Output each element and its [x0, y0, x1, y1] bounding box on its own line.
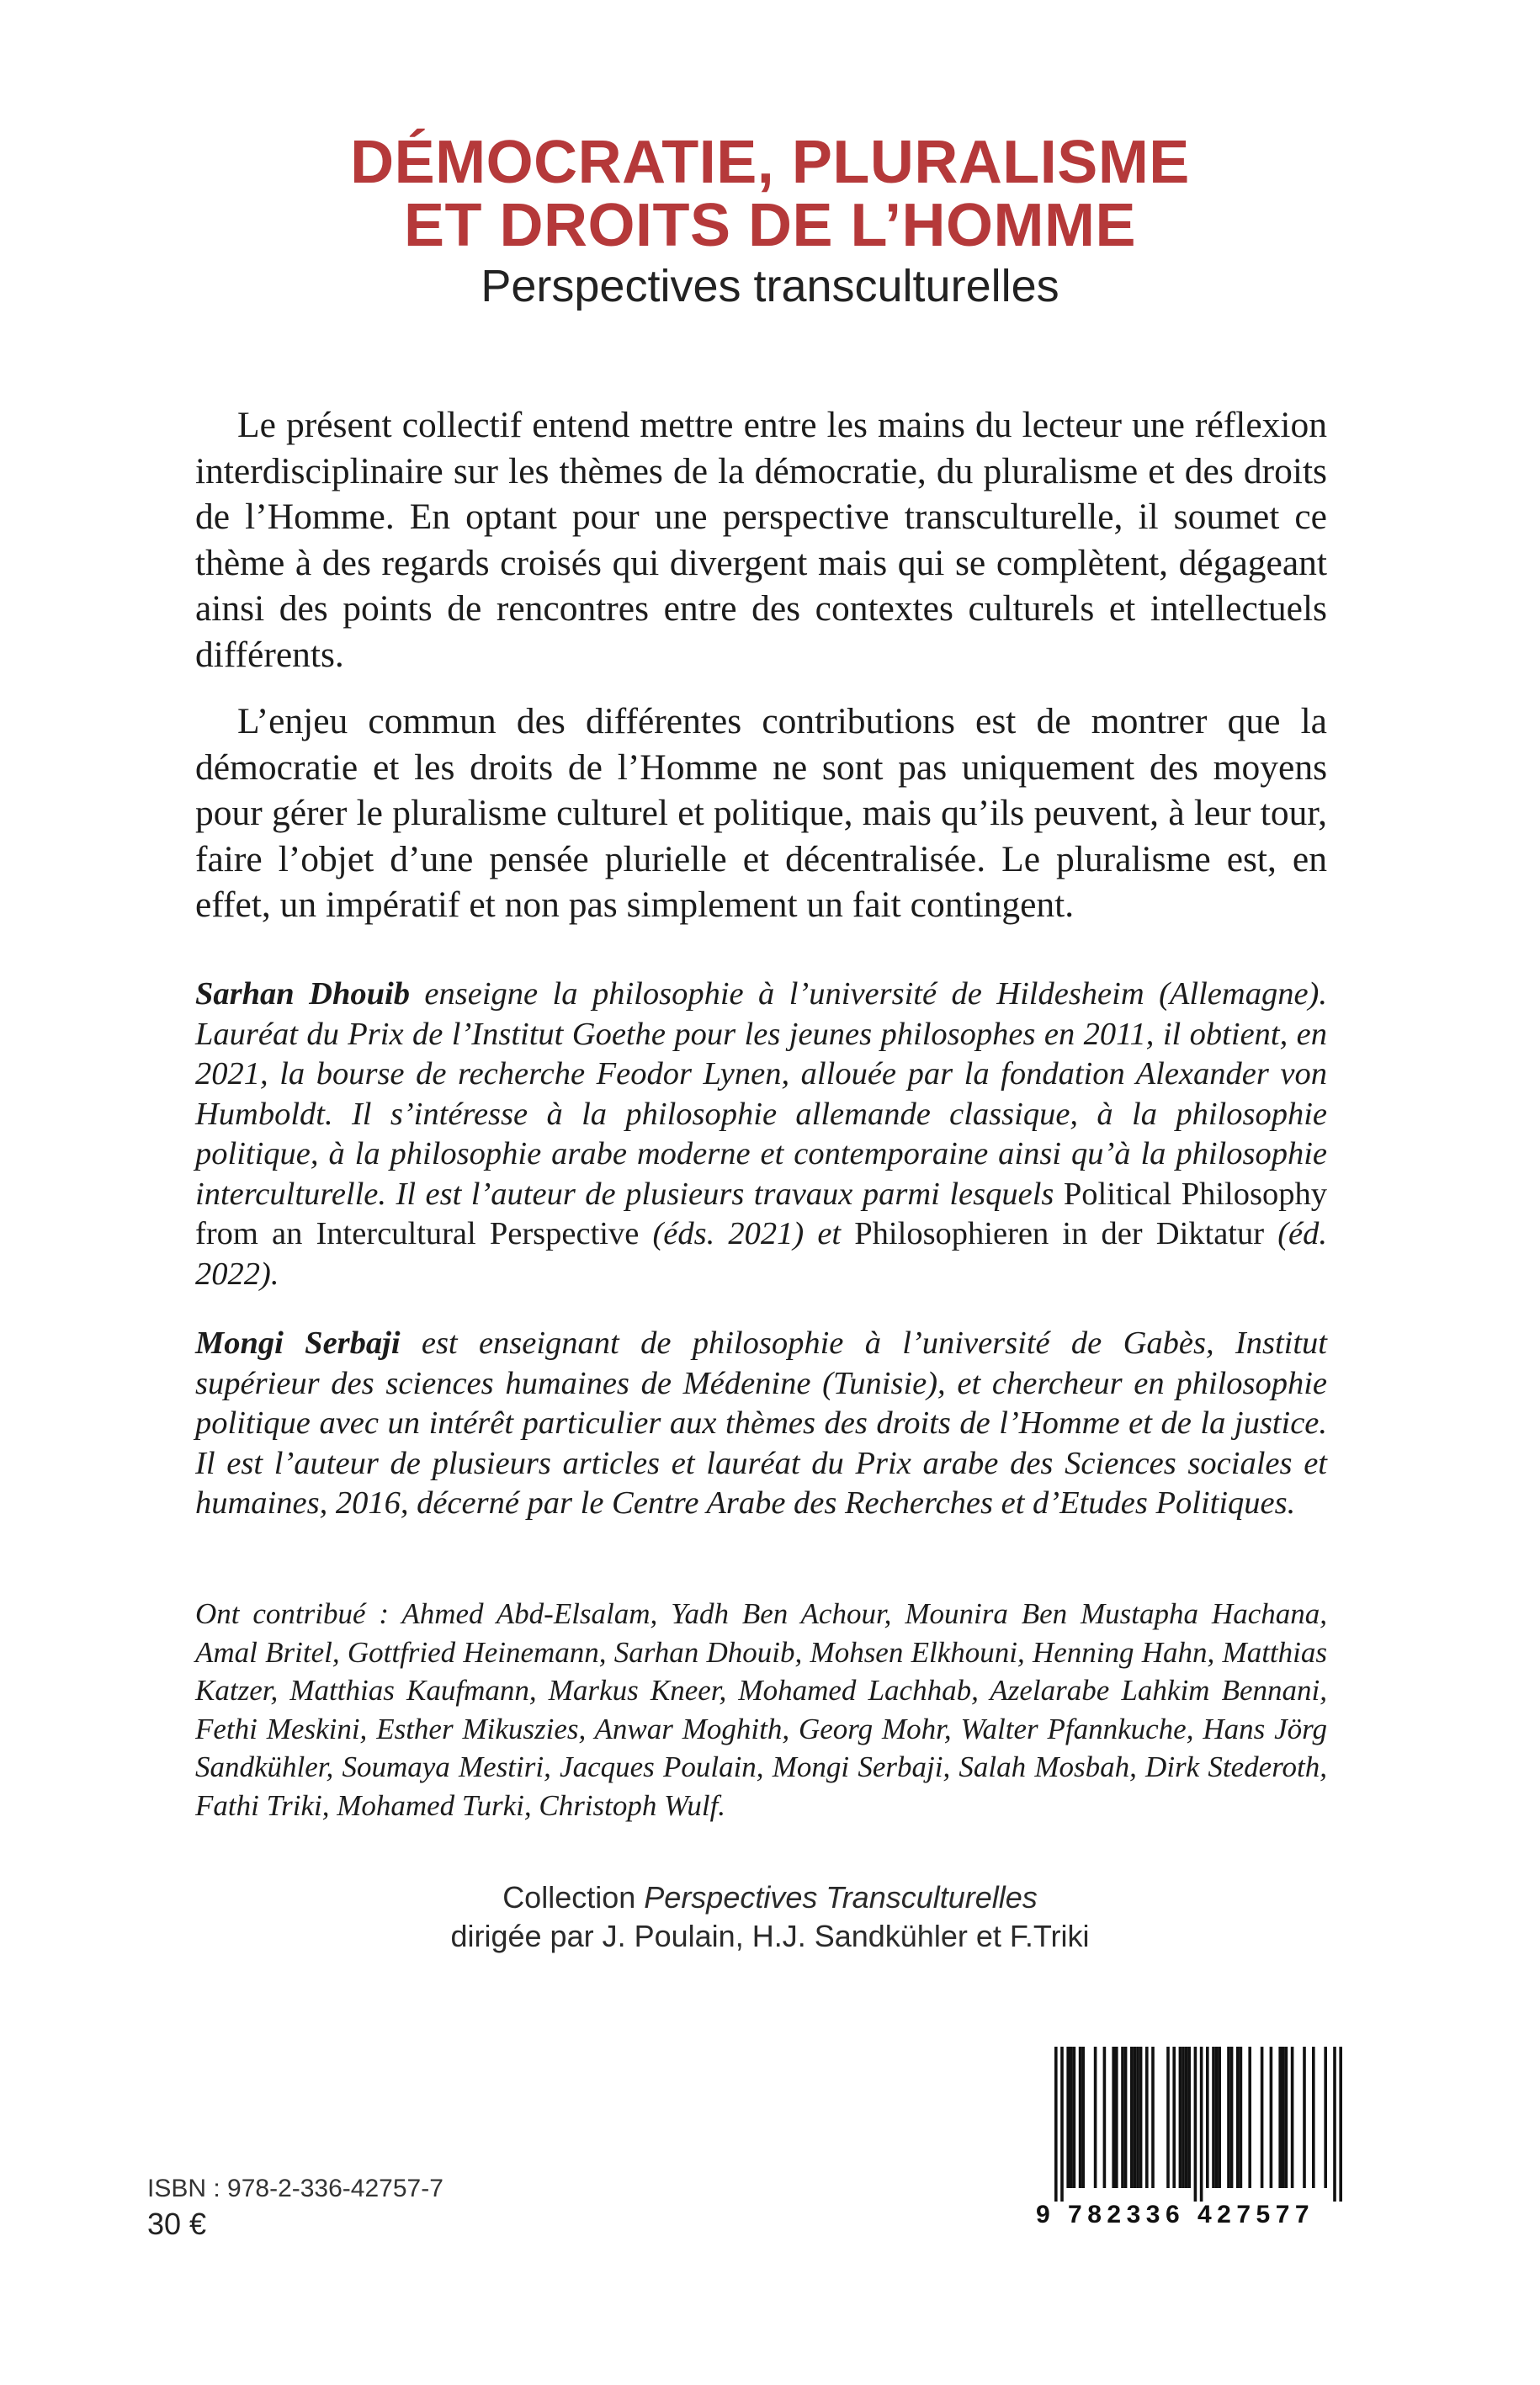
barcode-bar: [1121, 2047, 1124, 2188]
bio-text: est enseignant de philosophie à l’université de Gabès, Institut supérieur des sciences humaines de Médenine (Tunisie), et chercheur en philosophie politique avec un intérêt particulier aux thèmes des droits de l’Homme et de la justice. Il est l’auteur de plusieurs articles et lauréat du Prix arabe des Sciences sociales et humaines, 2016, décerné par le Centre Arabe des Recherches et d’Etudes Politiques.: [195, 1325, 1327, 1521]
isbn: ISBN : 978-2-336-42757-7: [147, 2175, 443, 2202]
barcode-bar: [1094, 2047, 1097, 2188]
barcode-bar: [1227, 2047, 1230, 2188]
barcode-bar: [1236, 2047, 1240, 2188]
barcode-bar: [1130, 2047, 1134, 2188]
bio-text: (éd. 2022).: [195, 1216, 1328, 1292]
author-bio-dhouib: [195, 975, 1327, 1294]
barcode-bar: [1291, 2047, 1294, 2188]
price: 30 €: [147, 2207, 207, 2241]
barcode-bar: [1070, 2047, 1073, 2188]
barcode-bar: [1200, 2047, 1203, 2202]
barcode-bar: [1261, 2047, 1264, 2188]
barcode-bar: [1079, 2047, 1082, 2188]
barcode-bar: [1324, 2047, 1327, 2188]
book-title-line-2: ET DROITS DE L’HOMME: [403, 192, 1137, 259]
barcode-bar: [1145, 2047, 1149, 2188]
barcode-bar: [1060, 2047, 1064, 2202]
barcode-bar: [1081, 2047, 1085, 2188]
barcode-bar: [1212, 2047, 1215, 2188]
collection-info: [0, 1878, 1540, 1956]
barcode: [1033, 2047, 1365, 2228]
barcode-bar: [1248, 2047, 1251, 2188]
book-subtitle: Perspectives transculturelles: [481, 261, 1059, 311]
barcode-bar: [1194, 2047, 1197, 2202]
contributors-list: Ont contribué : Ahmed Abd-Elsalam, Yadh Ben Achour, Mounira Ben Mustapha Hachana, Amal Britel, Gottfried Heinemann, Sarhan Dhouib, Mohsen Elkhouni, Henning Hahn, Matthias Katzer, Matthias Kaufmann, Markus Kneer, Mohamed Lachhab, Azelarabe Lahkim Bennani, Fethi Meskini, Esther Mikuszies, Anwar Moghith, Georg Mohr, Walter Pfannkuche, Hans Jörg Sandkühler, Soumaya Mestiri, Jacques Poulain, Mongi Serbaji, Salah Mosbah, Dirk Stederoth, Fathi Triki, Mohamed Turki, Christoph Wulf.: [195, 1597, 1327, 1822]
barcode-bar: [1218, 2047, 1221, 2188]
barcode-bar: [1230, 2047, 1234, 2188]
barcode-bar: [1215, 2047, 1219, 2188]
barcode-bar: [1115, 2047, 1118, 2188]
barcode-bar: [1240, 2047, 1243, 2188]
bio-text: (éds. 2021) et: [639, 1216, 855, 1251]
barcode-bar: [1270, 2047, 1273, 2188]
collection-name: Perspectives Transculturelles: [644, 1880, 1038, 1915]
barcode-bar: [1124, 2047, 1128, 2188]
collection-directors: dirigée par J. Poulain, H.J. Sandkühler et F.Triki: [450, 1919, 1090, 1953]
barcode-bar: [1179, 2047, 1182, 2188]
barcode-bar: [1112, 2047, 1115, 2188]
barcode-bar: [1187, 2047, 1191, 2188]
barcode-bar: [1282, 2047, 1285, 2188]
author-bio-serbaji: [195, 1324, 1327, 1524]
barcode-bars: [1033, 2047, 1365, 2202]
collection-line: [0, 1878, 1540, 1917]
barcode-bar: [1066, 2047, 1070, 2188]
barcode-bar: [1166, 2047, 1170, 2188]
barcode-bar: [1285, 2047, 1288, 2188]
barcode-digits: 9 782336 427577: [1036, 2201, 1315, 2228]
barcode-bar: [1185, 2047, 1188, 2188]
barcode-bar: [1151, 2047, 1155, 2188]
author-name: Sarhan Dhouib: [195, 976, 410, 1012]
barcode-bar: [1136, 2047, 1139, 2188]
barcode-bar: [1182, 2047, 1185, 2188]
work-title: Political Philosophy from an Intercultural Perspective: [195, 1176, 1327, 1251]
barcode-bar: [1172, 2047, 1176, 2188]
barcode-bar: [1333, 2047, 1336, 2202]
author-name: Mongi Serbaji: [195, 1325, 401, 1361]
collection-prefix: Collection: [502, 1880, 645, 1915]
summary-paragraph-1: Le présent collectif entend mettre entre les mains du lecteur une réflexion interdisciplinaire sur les thèmes de la démocratie, du pluralisme et des droits de l’Homme. En optant pour une perspective transculturelle, il soumet ce thème à des regards croisés qui divergent mais qui se complètent, dégageant ainsi des points de rencontres entre des contextes culturels et intellectuels différents.: [195, 405, 1327, 675]
barcode-bar: [1303, 2047, 1306, 2188]
barcode-bar: [1139, 2047, 1143, 2188]
book-title-line-1: DÉMOCRATIE, PLURALISME: [350, 129, 1190, 196]
barcode-bar: [1073, 2047, 1076, 2188]
barcode-bar: [1339, 2047, 1342, 2202]
barcode-bar: [1054, 2047, 1058, 2202]
summary-paragraph-2: L’enjeu commun des différentes contributions est de montrer que la démocratie et les droits de l’Homme ne sont pas uniquement des moyens pour gérer le pluralisme culturel et politique, mais qu’ils peuvent, à leur tour, faire l’objet d’une pensée plurielle et décentralisée. Le pluralisme est, en effet, un impératif et non pas simplement un fait contingent.: [195, 701, 1327, 925]
barcode-bar: [1206, 2047, 1209, 2188]
barcode-bar: [1312, 2047, 1315, 2188]
work-title: Philosophieren in der Diktatur: [854, 1216, 1265, 1251]
barcode-bar: [1134, 2047, 1137, 2188]
barcode-bar: [1278, 2047, 1282, 2188]
bio-text: enseigne la philosophie à l’université de Hildesheim (Allemagne). Lauréat du Prix de l’Institut Goethe pour les jeunes philosophes en 2011, il obtient, en 2021, la bourse de recherche Feodor Lynen, allouée par la fondation Alexander von Humboldt. Il s’intéresse à la philosophie allemande classique, à la philosophie politique, à la philosophie arabe moderne et contemporaine ainsi qu’à la philosophie interculturelle. Il est l’auteur de plusieurs travaux parmi lesquels: [195, 976, 1327, 1212]
barcode-bar: [1103, 2047, 1107, 2188]
